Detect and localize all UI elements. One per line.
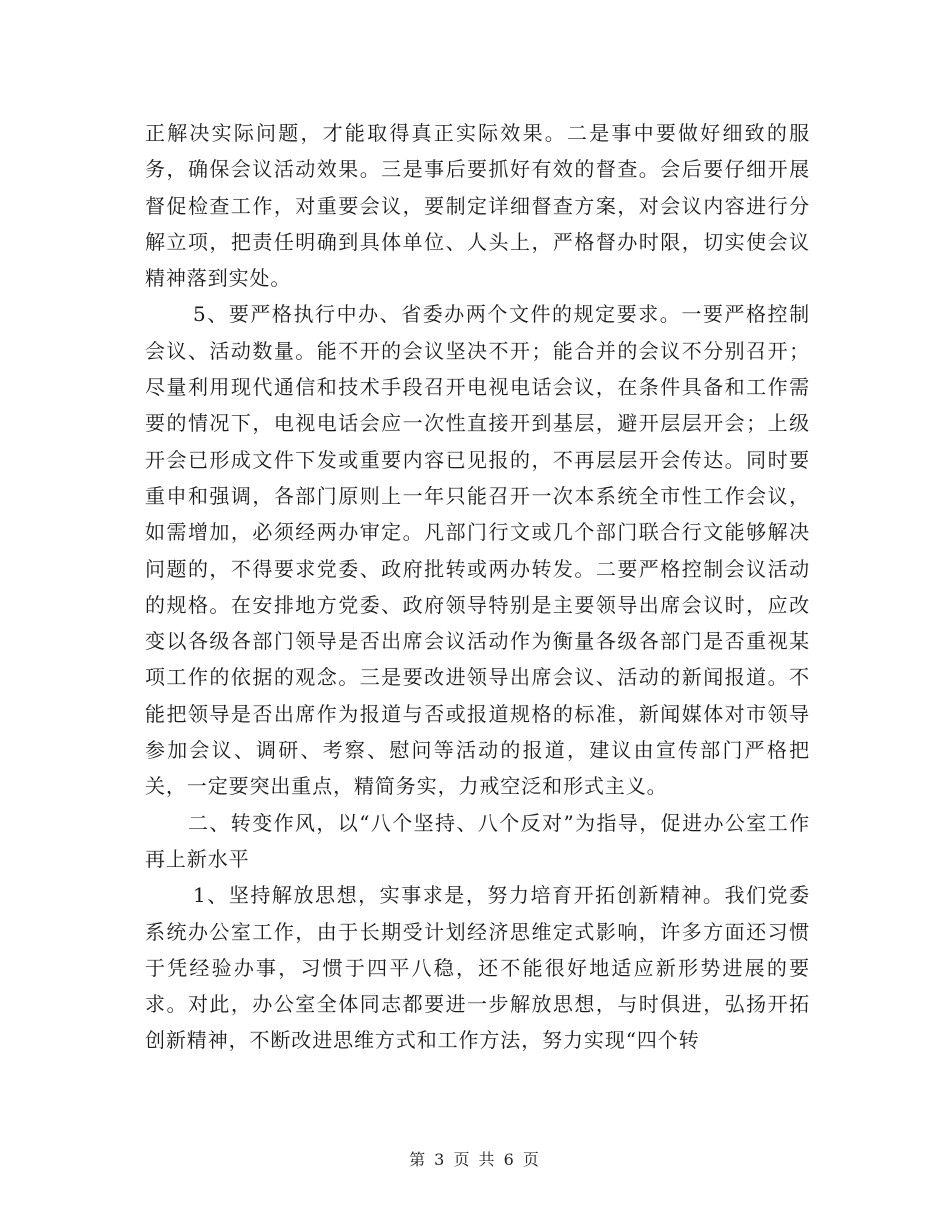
paragraph-item-1: 1、坚持解放思想，实事求是，努力培育开拓创新精神。我们党委系统办公室工作，由于长期受计划经济思维定式影响，许多方面还习惯于凭经验办事，习惯于四平八稳，还不能很好地适应新形势进展的要求。对此，办公室全体同志都要进一步解放思想，与时俱进，弘扬开拓创新精神，不断改进思维方式和工作方法，努力实现“四个转 xyxy=(145,883,810,1053)
paragraph-continuation: 正解决实际问题，才能取得真正实际效果。二是事中要做好细致的服务，确保会议活动效果。三是事后要抓好有效的督查。会后要仔细开展督促检查工作，对重要会议，要制定详细督查方案，对会议内容进行分解立项，把责任明确到具体单位、人头上，严格督办时限，切实使会议精神落到实处。 xyxy=(145,121,810,291)
section-heading-2: 二、转变作风，以“八个坚持、八个反对”为指导，促进办公室工作再上新水平 xyxy=(145,810,810,871)
document-body xyxy=(145,115,810,1059)
paragraph-item-5: 5、要严格执行中办、省委办两个文件的规定要求。一要严格控制会议、活动数量。能不开的会议坚决不开；能合并的会议不分别召开；尽量利用现代通信和技术手段召开电视电话会议，在条件具备和工作需要的情况下，电视电话会应一次性直接开到基层，避开层层开会；上级开会已形成文件下发或重要内容已见报的，不再层层开会传达。同时要重申和强调，各部门原则上一年只能召开一次本系统全市性工作会议，如需增加，必须经两办审定。凡部门行文或几个部门联合行文能够解决问题的，不得要求党委、政府批转或两办转发。二要严格控制会议活动的规格。在安排地方党委、政府领导特别是主要领导出席会议时，应改变以各级各部门领导是否出席会议活动作为衡量各级各部门是否重视某项工作的依据的观念。三是要改进领导出席会议、活动的新闻报道。不能把领导是否出席作为报道与否或报道规格的标准，新闻媒体对市领导参加会议、调研、考察、慰问等活动的报道，建议由宣传部门严格把关，一定要突出重点，精简务实，力戒空泛和形式主义。 xyxy=(145,302,810,799)
page-number-footer: 第 3 页 共 6 页 xyxy=(409,1150,541,1169)
